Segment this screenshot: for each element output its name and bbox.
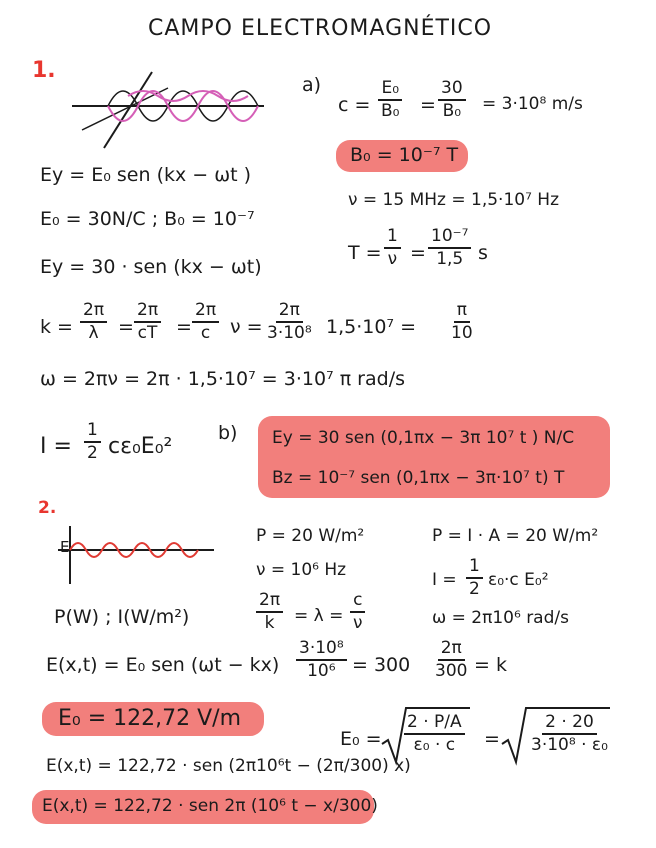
fraction-denominator: 3·10⁸ · ε₀ xyxy=(531,734,608,755)
units-line: P(W) ; I(W/m²) xyxy=(54,606,190,628)
ey-30-equation: Ey = 30 · sen (kx − ωt) xyxy=(40,256,262,278)
period-lhs: T = xyxy=(348,242,382,264)
fraction-2pi-k xyxy=(256,592,283,633)
e0-b0-values: E₀ = 30N/C ; B₀ = 10⁻⁷ xyxy=(40,208,255,230)
fraction-numerator: 2 · 20 xyxy=(542,714,597,735)
problem-1-number: 1. xyxy=(32,58,56,83)
k-middle: 1,5·10⁷ = xyxy=(326,316,417,338)
fraction-denominator: k xyxy=(264,612,275,633)
fraction-denominator: λ xyxy=(88,322,99,343)
fraction-numerator: 2π xyxy=(134,302,161,323)
fraction-denominator: ν xyxy=(387,248,398,269)
equals-sign: = xyxy=(176,316,192,338)
fraction-2-20 xyxy=(528,714,611,755)
period-unit: s xyxy=(478,242,488,264)
fraction-numerator: 2π xyxy=(80,302,107,323)
fraction-numerator: 2π xyxy=(438,640,465,661)
intensity2-lhs: I = xyxy=(432,570,457,590)
e0-sqrt-lhs: E₀ = xyxy=(340,728,382,750)
fraction-one-half xyxy=(466,558,483,599)
part-a-label: a) xyxy=(302,74,322,96)
fraction-pi-10 xyxy=(448,302,476,343)
wavelength-result: = 300 xyxy=(352,654,411,676)
fraction-2pi-c xyxy=(192,302,219,343)
fraction-denominator: 2 xyxy=(87,442,98,463)
fraction-denominator: 300 xyxy=(435,660,468,681)
fraction-denominator: 10 xyxy=(451,322,473,343)
equals-sign: = xyxy=(484,728,500,750)
equals-sign: = xyxy=(420,94,436,116)
e-axis-label: E xyxy=(60,538,70,556)
fraction-numerator: 3·10⁸ xyxy=(296,640,347,661)
fraction-1-nu xyxy=(384,228,401,269)
fraction-denominator: ν xyxy=(353,612,363,633)
k-result: = k xyxy=(474,654,507,676)
c-equation-lhs: c = xyxy=(338,94,371,116)
fraction-2pa-e0c xyxy=(404,714,465,755)
fraction-denominator: cT xyxy=(137,322,158,343)
power-value: P = 20 W/m² xyxy=(256,526,365,546)
omega-value: ω = 2π10⁶ rad/s xyxy=(432,608,569,628)
part-b-label: b) xyxy=(218,422,238,444)
fraction-denominator: ε₀ · c xyxy=(413,734,456,755)
efield-final: E(x,t) = 122,72 · sen 2π (10⁶ t − x/300) xyxy=(42,796,378,816)
frequency-line: ν = 15 MHz = 1,5·10⁷ Hz xyxy=(348,190,560,210)
fraction-c-nu xyxy=(350,592,366,633)
fraction-one-half xyxy=(84,422,101,463)
equals-sign: = xyxy=(410,242,426,264)
fraction-numerator: 2π xyxy=(192,302,219,323)
ey-final-equation: Ey = 30 sen (0,1πx − 3π 10⁷ t ) N/C xyxy=(272,428,575,448)
frequency-value: ν = 10⁶ Hz xyxy=(256,560,347,580)
fraction-wavelength xyxy=(296,640,347,681)
fraction-2pi-lambda xyxy=(80,302,107,343)
problem-2-number: 2. xyxy=(38,498,57,518)
fraction-numerator: 2π xyxy=(276,302,303,323)
fraction-numerator: c xyxy=(350,592,365,613)
fraction-numerator: 1 xyxy=(384,228,401,249)
lambda-equals: = λ = xyxy=(294,606,344,626)
fraction-2pi-300 xyxy=(432,640,470,681)
fraction-2pi-ct xyxy=(134,302,161,343)
e-wave-sketch-2 xyxy=(56,522,216,586)
fraction-numerator: π xyxy=(454,302,470,323)
b0-result: B₀ = 10⁻⁷ T xyxy=(350,144,459,166)
efield-numeric: E(x,t) = 122,72 · sen (2π10⁶t − (2π/300) x) xyxy=(46,756,411,776)
equals-sign: = xyxy=(118,316,134,338)
intensity2-rhs: ε₀·c E₀² xyxy=(488,570,549,590)
efield-general: E(x,t) = E₀ sen (ωt − kx) xyxy=(46,654,280,676)
fraction-denominator: c xyxy=(200,322,211,343)
fraction-numerator: 1 xyxy=(84,422,101,443)
fraction-denominator: 10⁶ xyxy=(307,660,336,681)
omega-line: ω = 2πν = 2π · 1,5·10⁷ = 3·10⁷ π rad/s xyxy=(40,368,405,390)
fraction-numerator: 1 xyxy=(466,558,483,579)
fraction-denominator: 3·10⁸ xyxy=(267,322,312,343)
bz-final-equation: Bz = 10⁻⁷ sen (0,1πx − 3π·10⁷ t) T xyxy=(272,468,565,488)
em-wave-sketch-1 xyxy=(68,70,268,150)
fraction-denominator: B₀ xyxy=(442,100,462,121)
fraction-numerator: 2π xyxy=(256,592,283,613)
fraction-30-b0 xyxy=(438,80,466,121)
k-lhs: k = xyxy=(40,316,73,338)
c-equation-result: = 3·10⁸ m/s xyxy=(482,94,583,114)
fraction-numerator: 10⁻⁷ xyxy=(428,228,471,249)
e0-result: E₀ = 122,72 V/m xyxy=(58,706,242,731)
fraction-denominator: B₀ xyxy=(381,100,400,121)
intensity-lhs: I = xyxy=(40,434,72,459)
fraction-denominator: 2 xyxy=(469,578,480,599)
intensity-rhs: cε₀E₀² xyxy=(108,434,173,459)
fraction-numerator: 2 · P/A xyxy=(404,714,465,735)
fraction-numerator: E₀ xyxy=(378,80,402,101)
fraction-numerator: 30 xyxy=(438,80,466,101)
power-area-equation: P = I · A = 20 W/m² xyxy=(432,526,599,546)
ey-general-equation: Ey = E₀ sen (kx − ωt ) xyxy=(40,164,252,186)
fraction-denominator: 1,5 xyxy=(436,248,464,269)
fraction-2pi-c-numeric xyxy=(264,302,315,343)
fraction-e0-b0 xyxy=(378,80,402,121)
fraction-period-value xyxy=(428,228,471,269)
k-nu: ν = xyxy=(230,316,263,338)
page-title: CAMPO ELECTROMAGNÉTICO xyxy=(148,16,493,41)
